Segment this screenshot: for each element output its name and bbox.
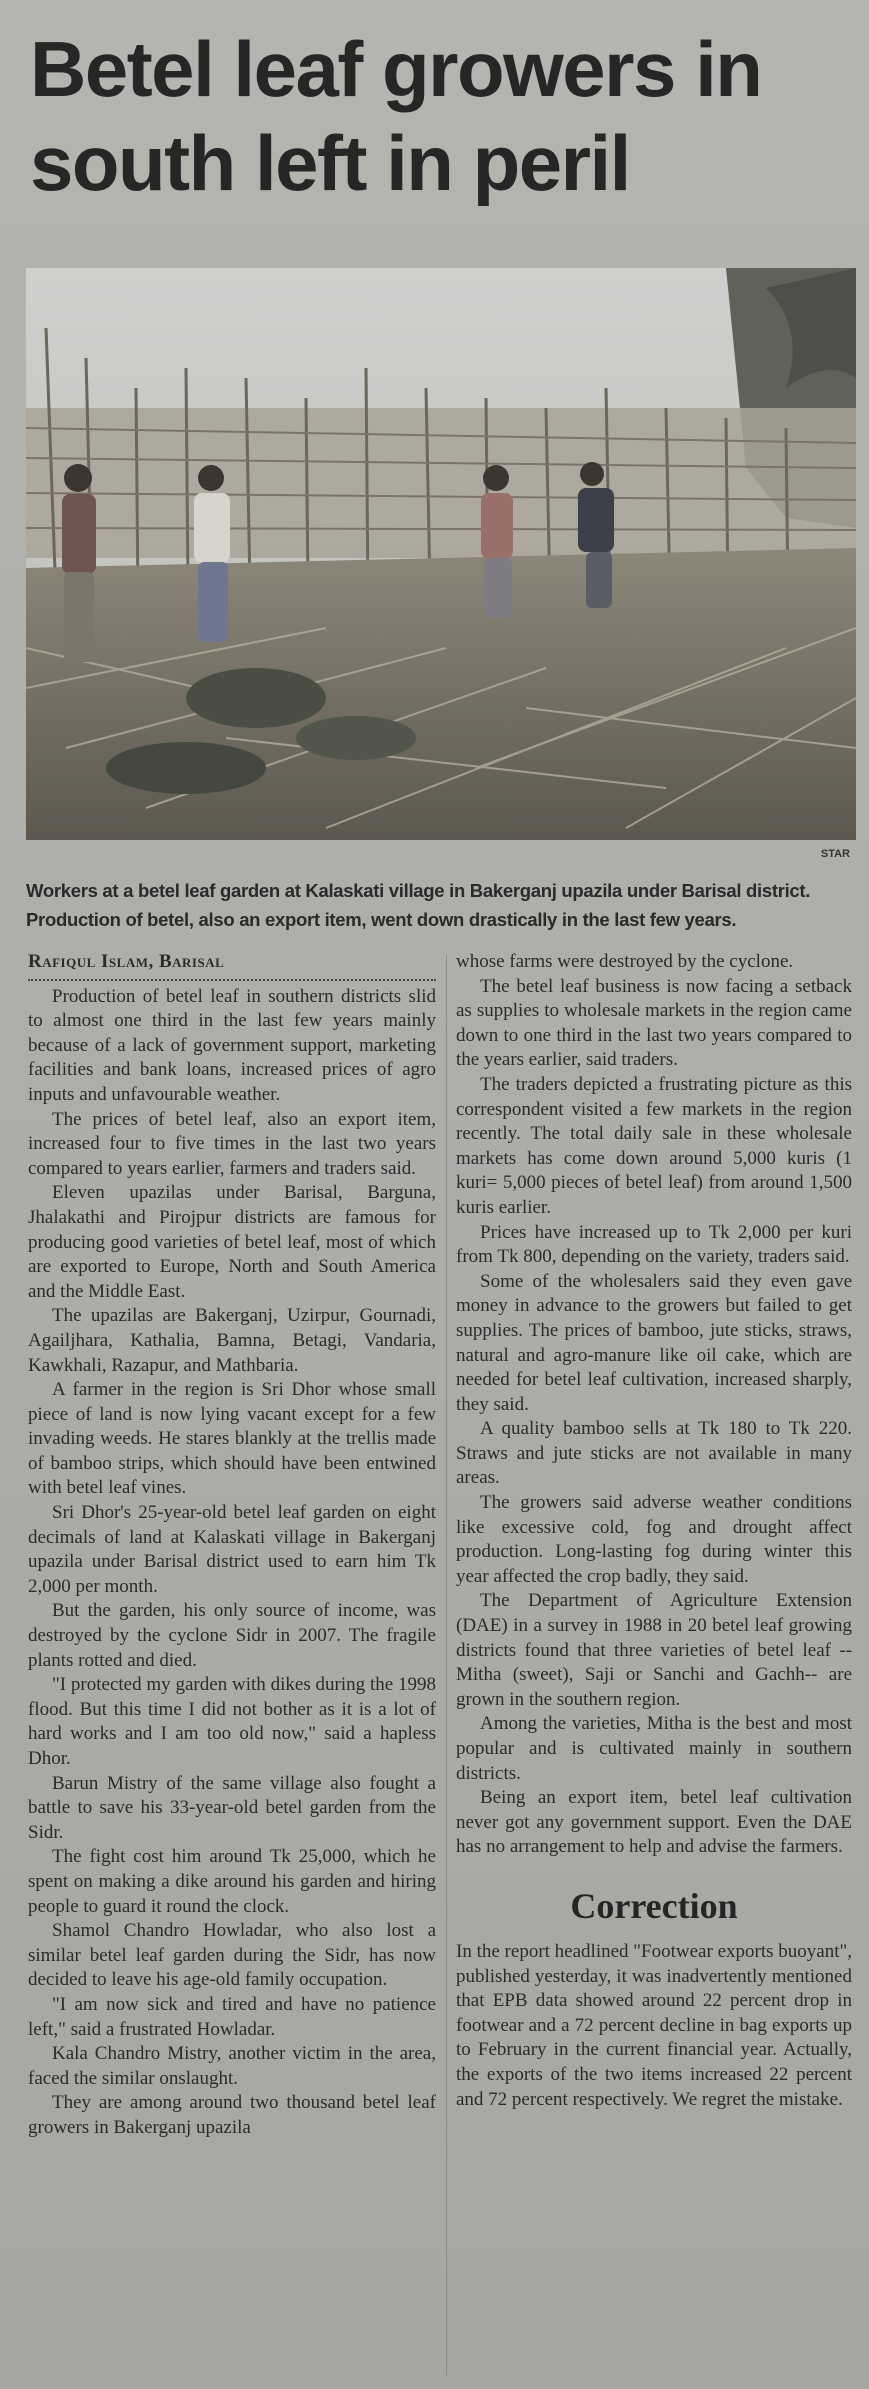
paragraph: Some of the wholesalers said they even gave money in advance to the growers but failed to get supplies. The prices of bamboo, jute sticks, straws, natural and agro-manure like oil cake, which are needed for betel leaf cultivation, increased sharply, they said. bbox=[456, 1270, 852, 1415]
headline: Betel leaf growers in south left in peril bbox=[30, 25, 762, 207]
byline: Rafiqul Islam, Barisal bbox=[28, 950, 436, 981]
paragraph: The upazilas are Bakerganj, Uzirpur, Gournadi, Agailjhara, Kathalia, Bamna, Betagi, Vandaria, Kawkhali, Razapur, and Mathbaria. bbox=[28, 1305, 436, 1376]
paragraph: They are among around two thousand betel leaf growers in Bakerganj upazila bbox=[28, 2092, 436, 2138]
paragraph: The fight cost him around Tk 25,000, which he spent on making a dike around his garden and hiring people to guard it round the clock. bbox=[28, 1846, 436, 1917]
column-divider bbox=[446, 955, 447, 2375]
paragraph: "I protected my garden with dikes during the 1998 flood. But this time I did not bother as it is a lot of hard works and I am too old now," said a hapless Dhor. bbox=[28, 1674, 436, 1769]
paragraph: Prices have increased up to Tk 2,000 per kuri from Tk 800, depending on the variety, traders said. bbox=[456, 1221, 852, 1268]
paragraph: Shamol Chandro Howladar, who also lost a similar betel leaf garden during the Sidr, has now decided to leave his age-old family occupation. bbox=[28, 1920, 436, 1991]
paragraph: The betel leaf business is now facing a setback as supplies to wholesale markets in the region came down to one third in the last two years compared to the years earlier, said traders. bbox=[456, 975, 852, 1071]
paragraph: A farmer in the region is Sri Dhor whose small piece of land is now lying vacant except for a few invading weeds. He stares blankly at the trellis made of bamboo strips, which should have been entwined with betel leaf vines. bbox=[28, 1379, 436, 1499]
photo-betel-garden-image bbox=[26, 268, 856, 840]
article-column-right bbox=[456, 950, 852, 2112]
paragraph: The traders depicted a frustrating picture as this correspondent visited a few markets in the region recently. The total daily sale in these wholesale markets has come down around 5,000 kuris (1 kuri= 5,000 pieces of betel leaf) from around 1,500 kuris earlier. bbox=[456, 1073, 852, 1218]
paragraph: Barun Mistry of the same village also fought a battle to save his 33-year-old betel garden from the Sidr. bbox=[28, 1772, 436, 1843]
paragraph: Production of betel leaf in southern districts slid to almost one third in the last few years mainly because of a lack of government support, marketing facilities and bank loans, increased prices of agro inputs and unfavourable weather. bbox=[28, 985, 436, 1105]
paragraph: The Department of Agriculture Extension (DAE) in a survey in 1988 in 20 betel leaf growing districts found that three varieties of betel leaf -- Mitha (sweet), Saji or Sanchi and Gachh-- are grown in the southern region. bbox=[456, 1590, 852, 1710]
correction-heading: Correction bbox=[570, 1885, 738, 1926]
correction-body: In the report headlined "Footwear exports buoyant", published yesterday, it was inadvertently mentioned that EPB data showed around 22 percent drop in footwear and a 72 percent decline in bag exports up to February in the current financial year. Actually, the exports of the two items increased 22 percent and 72 percent respectively. We regret the mistake. bbox=[456, 1940, 852, 2110]
paragraph: Sri Dhor's 25-year-old betel leaf garden on eight decimals of land at Kalaskati village in Bakerganj upazila under Barisal district used to earn him Tk 2,000 per month. bbox=[28, 1502, 436, 1597]
photo-caption: Workers at a betel leaf garden at Kalaskati village in Bakerganj upazila under Barisal district. Production of betel, also an export item, went down drastically in the last few years. bbox=[26, 880, 811, 930]
paragraph: Among the varieties, Mitha is the best and most popular and is cultivated mainly in southern districts. bbox=[456, 1713, 852, 1784]
paragraph: Eleven upazilas under Barisal, Barguna, Jhalakathi and Pirojpur districts are famous for producing good varieties of betel leaf, most of which are exported to Europe, North and South America and the Middle East. bbox=[28, 1182, 436, 1302]
paragraph: The growers said adverse weather conditions like excessive cold, fog and drought affect production. Long-lasting fog during winter this year affected the crop badly, they said. bbox=[456, 1492, 852, 1587]
article-column-left bbox=[28, 950, 436, 2141]
paragraph-continued: whose farms were destroyed by the cyclone. bbox=[456, 951, 794, 972]
paragraph: "I am now sick and tired and have no patience left," said a frustrated Howladar. bbox=[28, 1993, 436, 2040]
paragraph: Kala Chandro Mistry, another victim in the area, faced the similar onslaught. bbox=[28, 2043, 436, 2089]
paragraph: But the garden, his only source of income, was destroyed by the cyclone Sidr in 2007. The fragile plants rotted and died. bbox=[28, 1600, 436, 1671]
photo-credit: STAR bbox=[820, 848, 850, 860]
paragraph: A quality bamboo sells at Tk 180 to Tk 220. Straws and jute sticks are not available in many areas. bbox=[456, 1418, 852, 1489]
paragraph: Being an export item, betel leaf cultivation never got any government support. Even the DAE has no arrangement to help and advise the farmers. bbox=[456, 1787, 852, 1858]
paragraph: The prices of betel leaf, also an export item, increased four to five times in the last two years compared to years earlier, farmers and traders said. bbox=[28, 1108, 436, 1179]
photo-betel-garden bbox=[26, 268, 856, 840]
